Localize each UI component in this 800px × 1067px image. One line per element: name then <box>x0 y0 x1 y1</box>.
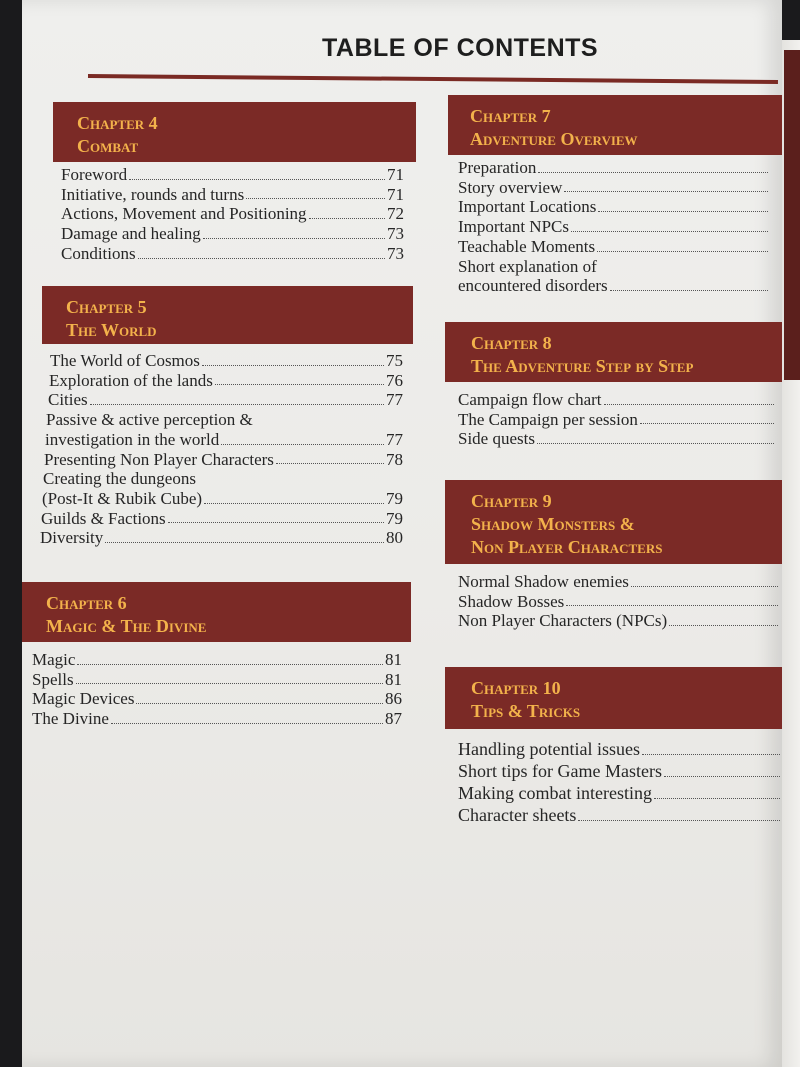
chapter-6-name: Magic & The Divine <box>46 616 207 636</box>
chapter-9-entries <box>458 572 778 631</box>
chapter-9-name: Shadow Monsters & <box>471 514 635 534</box>
chapter-8-banner <box>445 322 782 382</box>
toc-entry[interactable]: The Divine 87 <box>32 709 402 729</box>
toc-entry[interactable]: Damage and healing 73 <box>61 224 404 244</box>
toc-entry[interactable]: Normal Shadow enemies <box>458 572 778 592</box>
toc-entry-cont[interactable]: investigation in the world 77 <box>45 429 403 449</box>
toc-entry[interactable]: Side quests <box>458 429 774 449</box>
chapter-5-entries <box>40 351 403 548</box>
toc-entry[interactable]: Magic Devices 86 <box>32 689 402 709</box>
toc-entry[interactable]: Short explanation of <box>458 256 597 276</box>
chapter-5-label: Chapter 5 <box>66 297 147 317</box>
chapter-6-label: Chapter 6 <box>46 593 127 613</box>
toc-entry[interactable]: Short tips for Game Masters <box>458 760 780 782</box>
toc-entry[interactable]: Teachable Moments <box>458 237 768 257</box>
toc-entry[interactable]: Campaign flow chart <box>458 390 774 410</box>
chapter-7-entries <box>458 158 768 296</box>
toc-entry[interactable]: Character sheets <box>458 804 780 826</box>
page-title: TABLE OF CONTENTS <box>322 34 599 62</box>
chapter-4-entries <box>61 165 404 264</box>
chapter-10-banner <box>445 667 782 729</box>
toc-entry[interactable]: Foreword 71 <box>61 165 404 184</box>
toc-entry[interactable]: Actions, Movement and Positioning 72 <box>61 204 404 224</box>
toc-entry[interactable]: Spells 81 <box>32 669 402 689</box>
chapter-5-banner <box>42 286 413 344</box>
toc-entry[interactable]: Diversity 80 <box>40 528 403 548</box>
toc-entry[interactable]: Initiative, rounds and turns 71 <box>61 184 404 204</box>
toc-entry[interactable]: Story overview <box>458 178 768 198</box>
chapter-9-name-line2: Non Player Characters <box>471 537 663 557</box>
toc-entry[interactable]: Important Locations <box>458 197 768 217</box>
chapter-7-name: Adventure Overview <box>470 129 638 149</box>
chapter-4-label: Chapter 4 <box>77 113 158 133</box>
toc-entry[interactable]: Preparation <box>458 158 768 178</box>
toc-entry[interactable]: The World of Cosmos 75 <box>50 351 403 370</box>
title-rule <box>88 74 778 84</box>
toc-entry[interactable]: Shadow Bosses <box>458 592 778 612</box>
chapter-10-name: Tips & Tricks <box>471 701 581 721</box>
chapter-4-banner <box>53 102 416 162</box>
chapter-4-name: Combat <box>77 136 139 156</box>
chapter-9-label: Chapter 9 <box>471 491 552 511</box>
toc-entry-cont[interactable]: (Post-It & Rubik Cube) 79 <box>42 488 403 508</box>
toc-entry-cont[interactable]: encountered disorders <box>458 276 768 296</box>
toc-entry[interactable]: Exploration of the lands 76 <box>49 370 403 390</box>
toc-entry[interactable]: Passive & active perception & <box>46 410 253 430</box>
chapter-8-label: Chapter 8 <box>471 333 552 353</box>
chapter-8-entries <box>458 390 774 449</box>
toc-entry[interactable]: Magic 81 <box>32 650 402 669</box>
toc-entry[interactable]: Non Player Characters (NPCs) <box>458 611 778 631</box>
chapter-9-banner <box>445 480 782 564</box>
toc-entry[interactable]: Making combat interesting <box>458 782 780 804</box>
chapter-7-label: Chapter 7 <box>470 106 551 126</box>
toc-page <box>22 0 782 1067</box>
toc-entry[interactable]: Important NPCs <box>458 217 768 237</box>
chapter-6-entries <box>32 650 402 729</box>
chapter-7-banner <box>448 95 782 155</box>
toc-entry[interactable]: Conditions 73 <box>61 243 404 263</box>
toc-entry[interactable]: Presenting Non Player Characters 78 <box>44 449 403 469</box>
chapter-10-entries <box>458 738 780 826</box>
toc-entry[interactable]: Handling potential issues <box>458 738 780 760</box>
toc-entry[interactable]: Guilds & Factions 79 <box>41 508 403 528</box>
toc-entry[interactable]: Cities 77 <box>48 390 403 410</box>
chapter-5-name: The World <box>66 320 157 340</box>
toc-entry[interactable]: Creating the dungeons <box>43 469 196 489</box>
toc-entry[interactable]: The Campaign per session <box>458 410 774 430</box>
chapter-6-banner <box>22 582 411 642</box>
chapter-10-label: Chapter 10 <box>471 678 561 698</box>
next-page-banner-edge <box>784 50 800 380</box>
chapter-8-name: The Adventure Step by Step <box>471 356 694 376</box>
